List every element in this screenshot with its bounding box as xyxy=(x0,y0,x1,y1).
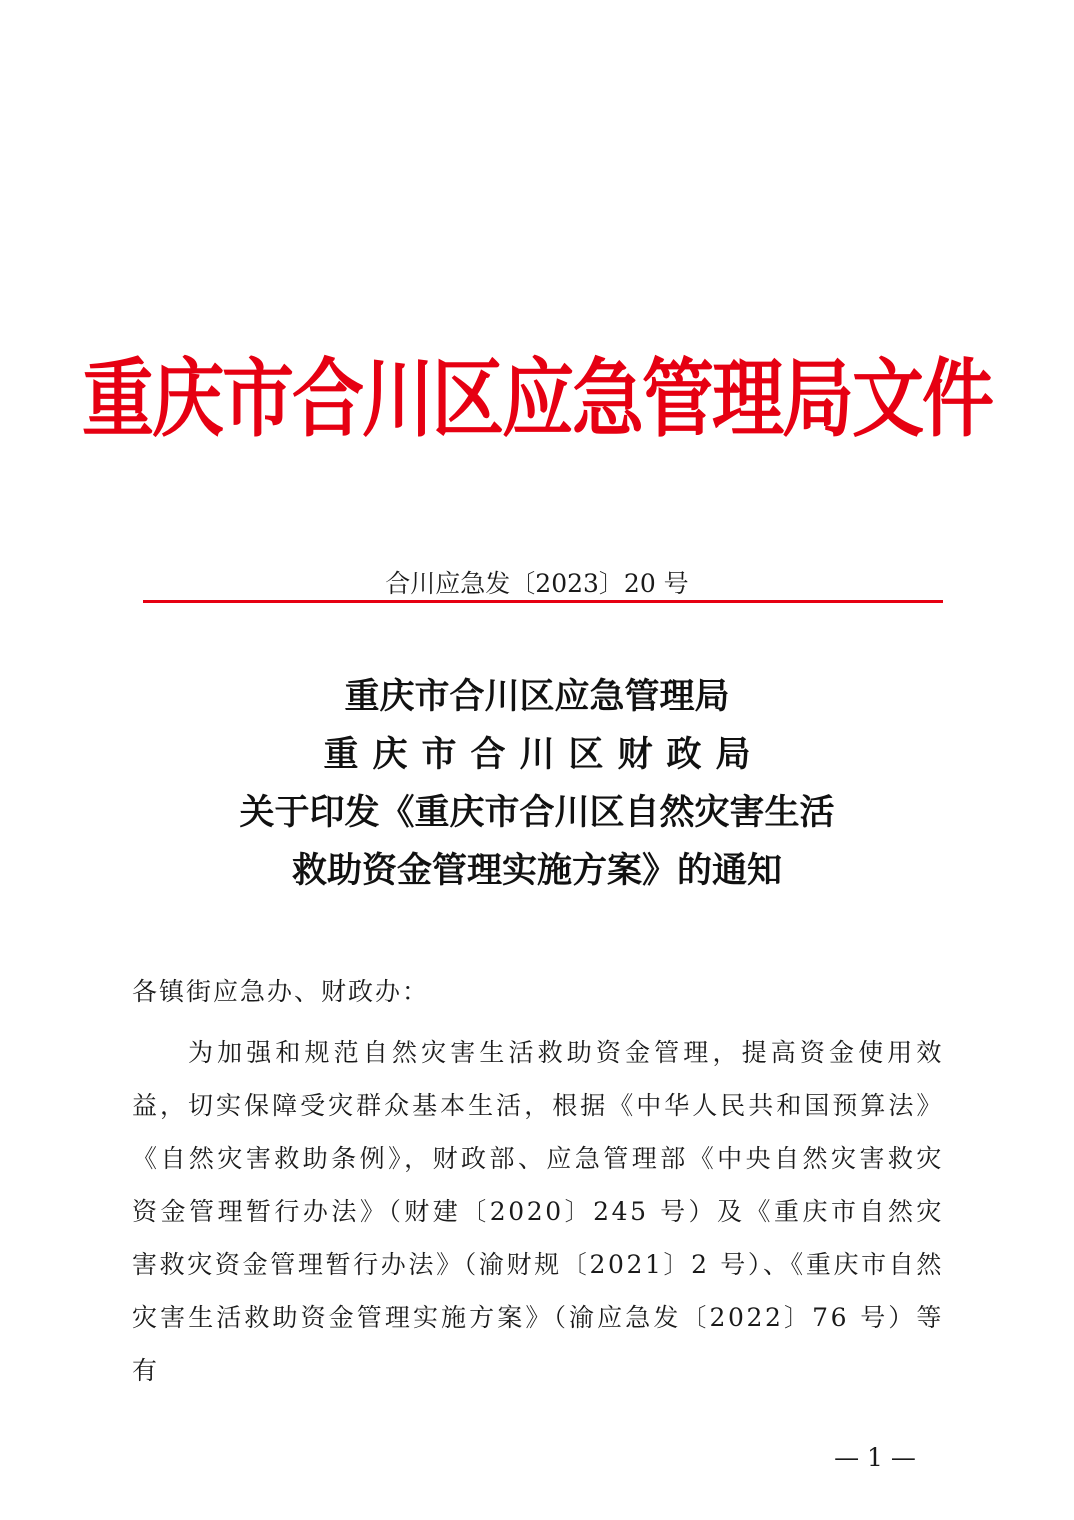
page-number: — 1 — xyxy=(834,1443,916,1472)
document-masthead: 重庆市合川区应急管理局文件 xyxy=(81,349,992,449)
title-line-issuer-2: 重庆市合川区财政局 xyxy=(323,735,765,775)
document-number: 合川应急发〔2023〕20 号 xyxy=(385,569,689,598)
addressee: 各镇街应急办、财政办： xyxy=(132,977,430,1006)
body-paragraph: 为加强和规范自然灾害生活救助资金管理，提高资金使用效益，切实保障受灾群众基本生活，根据《中华人民共和国预算法》《自然灾害救助条例》，财政部、应急管理部《中央自然灾害救灾资金管理暂行办法》（财建〔2020〕245 号）及《重庆市自然灾害救灾资金管理暂行办法》（渝财规〔2021〕2 号）、《重庆市自然灾害生活救助资金管理实施方案》（渝应急发〔2022〕76 号）等有 xyxy=(132,1038,944,1385)
title-line-issuer-1: 重庆市合川区应急管理局 xyxy=(344,677,730,717)
title-line-subject-2: 救助资金管理实施方案》的通知 xyxy=(291,851,782,891)
document-title xyxy=(0,668,1074,900)
red-divider-line xyxy=(143,600,943,603)
title-line-subject-1: 关于印发《重庆市合川区自然灾害生活 xyxy=(239,793,835,833)
